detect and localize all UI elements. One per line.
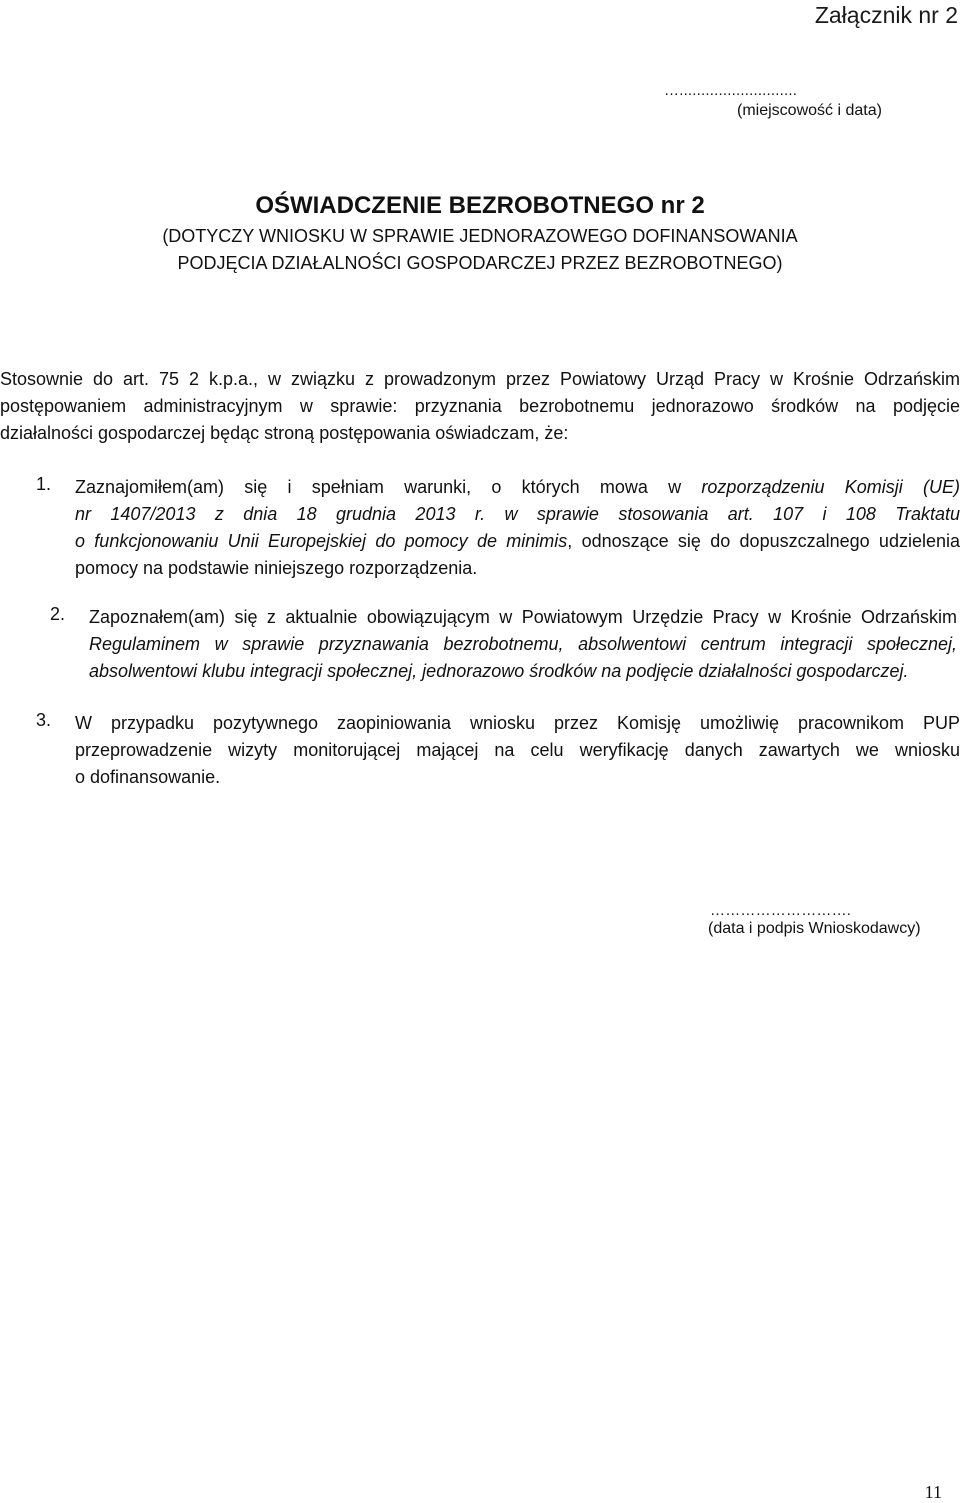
- intro-line: postępowaniem administracyjnym w sprawie: przyznania bezrobotnemu jednorazowo środków na podjęcie: [0, 396, 960, 416]
- intro-paragraph: [0, 366, 960, 447]
- document-title: OŚWIADCZENIE BEZROBOTNEGO nr 2: [255, 192, 705, 219]
- item-line: [75, 528, 960, 555]
- item-text: , odnoszące się do dopuszczalnego udzielenia: [567, 531, 960, 551]
- intro-line: Stosownie do art. 75 2 k.p.a., w związku z prowadzonym przez Powiatowy Urząd Pracy w Krośnie Odrzańskim: [0, 369, 960, 389]
- item-text-italic: absolwentowi klubu integracji społecznej, jednorazowo środków na podjęcie działalności gospodarczej.: [89, 661, 909, 681]
- page-number: 11: [924, 1482, 942, 1502]
- document-subtitle-line2: PODJĘCIA DZIAŁALNOŚCI GOSPODARCZEJ PRZEZ BEZROBOTNEGO): [177, 253, 783, 273]
- item-line: pomocy na podstawie niniejszego rozporządzenia.: [75, 558, 478, 578]
- item-line: [89, 658, 957, 685]
- item-number: 3.: [36, 710, 52, 730]
- declaration-item-1: [75, 474, 960, 582]
- item-text-italic: rozporządzeniu Komisji (UE): [701, 477, 960, 497]
- intro-line: działalności gospodarczej będąc stroną postępowania oświadczam, że:: [0, 423, 569, 443]
- item-line: [75, 474, 960, 501]
- item-line: Zapoznałem(am) się z aktualnie obowiązującym w Powiatowym Urzędzie Pracy w Krośnie Odrzańskim: [89, 607, 957, 627]
- item-line: o dofinansowanie.: [75, 767, 221, 787]
- item-line: [89, 631, 957, 658]
- item-text-italic: o funkcjonowaniu Unii Europejskiej do pomocy de minimis: [75, 531, 568, 551]
- declaration-item-3: [75, 710, 960, 791]
- document-subtitle-line1: (DOTYCZY WNIOSKU W SPRAWIE JEDNORAZOWEGO DOFINANSOWANIA: [162, 226, 798, 246]
- item-line: przeprowadzenie wizyty monitorującej mającej na celu weryfikację danych zawartych we wniosku: [75, 740, 960, 760]
- item-text-italic: Regulaminem w sprawie przyznawania bezrobotnemu, absolwentowi centrum integracji społecznej,: [89, 634, 957, 654]
- item-line: [75, 501, 960, 528]
- item-text: Zaznajomiłem(am) się i spełniam warunki, o których mowa w: [75, 477, 702, 497]
- signature-dots: ……………………….: [710, 902, 852, 919]
- item-number: 1.: [36, 474, 52, 494]
- item-number: 2.: [50, 604, 66, 624]
- item-line: W przypadku pozytywnego zaopiniowania wniosku przez Komisję umożliwię pracownikom PUP: [75, 713, 960, 733]
- item-text-italic: nr 1407/2013 z dnia 18 grudnia 2013 r. w sprawie stosowania art. 107 i 108 Traktatu: [75, 504, 960, 524]
- place-date-dots: …...........................: [664, 82, 798, 99]
- place-date-label: (miejscowość i data): [737, 102, 882, 119]
- attachment-label: Załącznik nr 2: [814, 2, 958, 28]
- declaration-item-2: [89, 604, 957, 685]
- signature-label: (data i podpis Wnioskodawcy): [708, 920, 921, 937]
